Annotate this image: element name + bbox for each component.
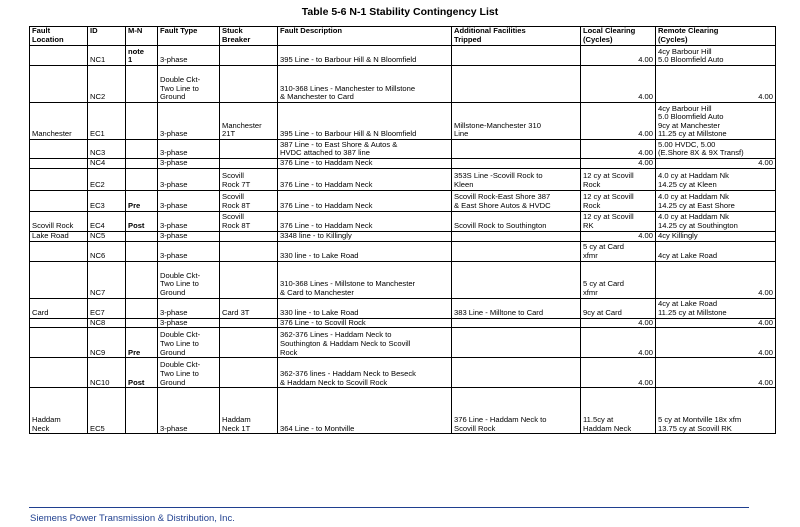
cell-additional-facilities — [452, 231, 581, 241]
header-m-n: M-N — [126, 27, 158, 46]
cell-m-n — [126, 168, 158, 190]
cell-remote-clearing: 4.00 — [656, 66, 776, 103]
cell-remote-clearing: 4.00 — [656, 358, 776, 388]
cell-additional-facilities — [452, 358, 581, 388]
cell-id: EC3 — [88, 190, 126, 211]
cell-remote-clearing: 4.00 — [656, 328, 776, 358]
cell-id: NC6 — [88, 241, 126, 261]
table-row — [30, 318, 776, 328]
cell-fault-description: 330 line - to Lake Road — [278, 298, 452, 318]
cell-fault-type: 3-phase — [158, 168, 220, 190]
cell-additional-facilities — [452, 328, 581, 358]
cell-stuck-breaker — [220, 140, 278, 159]
cell-additional-facilities — [452, 261, 581, 298]
cell-id: EC5 — [88, 388, 126, 434]
cell-fault-description: 376 Line - to Haddam Neck — [278, 168, 452, 190]
cell-fault-description: 310-368 Lines - Millstone to Manchester & Card to Manchester — [278, 261, 452, 298]
cell-local-clearing: 5 cy at Card xfmr — [581, 261, 656, 298]
cell-remote-clearing: 5.00 HVDC, 5.00 (E.Shore 8X & 9X Transf) — [656, 140, 776, 159]
cell-fault-type: Double Ckt- Two Line to Ground — [158, 358, 220, 388]
table-row — [30, 168, 776, 190]
cell-fault-type: 3-phase — [158, 241, 220, 261]
cell-id: NC4 — [88, 159, 126, 169]
cell-remote-clearing: 5 cy at Montville 18x xfm 13.75 cy at Scovill RK — [656, 388, 776, 434]
cell-remote-clearing: 4.0 cy at Haddam Nk 14.25 cy at Southington — [656, 211, 776, 231]
footer-company: Siemens Power Transmission & Distribution, Inc. — [30, 513, 235, 524]
cell-m-n — [126, 388, 158, 434]
cell-m-n: Pre — [126, 190, 158, 211]
cell-id: NC10 — [88, 358, 126, 388]
cell-additional-facilities — [452, 159, 581, 169]
cell-fault-location — [30, 159, 88, 169]
cell-additional-facilities — [452, 318, 581, 328]
contingency-table — [29, 26, 776, 434]
cell-local-clearing: 4.00 — [581, 66, 656, 103]
cell-m-n — [126, 231, 158, 241]
cell-fault-type: 3-phase — [158, 231, 220, 241]
table-row — [30, 103, 776, 140]
header-stuck-breaker: Stuck Breaker — [220, 27, 278, 46]
cell-remote-clearing: 4cy at Lake Road — [656, 241, 776, 261]
cell-stuck-breaker — [220, 358, 278, 388]
cell-fault-description: 376 Line - to Scovill Rock — [278, 318, 452, 328]
table-row — [30, 358, 776, 388]
cell-remote-clearing: 4.0 cy at Haddam Nk 14.25 cy at Kleen — [656, 168, 776, 190]
cell-fault-type: Double Ckt- Two Line to Ground — [158, 66, 220, 103]
cell-fault-type: 3-phase — [158, 190, 220, 211]
cell-stuck-breaker — [220, 66, 278, 103]
cell-fault-location — [30, 241, 88, 261]
header-row — [30, 27, 776, 46]
cell-m-n — [126, 298, 158, 318]
cell-fault-type: 3-phase — [158, 103, 220, 140]
cell-fault-type: Double Ckt- Two Line to Ground — [158, 261, 220, 298]
cell-stuck-breaker — [220, 261, 278, 298]
cell-id: NC9 — [88, 328, 126, 358]
cell-remote-clearing: 4cy Barbour Hill 5.0 Bloomfield Auto — [656, 46, 776, 66]
cell-additional-facilities: Scovill Rock to Southington — [452, 211, 581, 231]
cell-additional-facilities — [452, 66, 581, 103]
table-title: Table 5-6 N-1 Stability Contingency List — [301, 6, 499, 18]
cell-fault-type: Double Ckt- Two Line to Ground — [158, 328, 220, 358]
cell-fault-description: 364 Line - to Montville — [278, 388, 452, 434]
cell-fault-description: 395 Line - to Barbour Hill & N Bloomfield — [278, 46, 452, 66]
cell-m-n — [126, 261, 158, 298]
cell-fault-type: 3-phase — [158, 46, 220, 66]
cell-local-clearing: 4.00 — [581, 358, 656, 388]
cell-fault-type: 3-phase — [158, 318, 220, 328]
cell-local-clearing: 4.00 — [581, 318, 656, 328]
cell-remote-clearing: 4.00 — [656, 261, 776, 298]
cell-additional-facilities: Scovill Rock-East Shore 387 & East Shore Autos & HVDC — [452, 190, 581, 211]
cell-additional-facilities — [452, 140, 581, 159]
cell-id: NC1 — [88, 46, 126, 66]
header-id: ID — [88, 27, 126, 46]
cell-stuck-breaker: Scovill Rock 8T — [220, 190, 278, 211]
footer-rule — [29, 507, 749, 508]
cell-m-n — [126, 318, 158, 328]
cell-fault-description: 376 Line - to Haddam Neck — [278, 190, 452, 211]
cell-stuck-breaker: Scovill Rock 7T — [220, 168, 278, 190]
header-fault-type: Fault Type — [158, 27, 220, 46]
cell-local-clearing: 4.00 — [581, 103, 656, 140]
cell-id: NC3 — [88, 140, 126, 159]
cell-remote-clearing: 4cy at Lake Road 11.25 cy at Millstone — [656, 298, 776, 318]
cell-m-n: Post — [126, 211, 158, 231]
cell-stuck-breaker: Manchester 21T — [220, 103, 278, 140]
cell-remote-clearing: 4cy Killingly — [656, 231, 776, 241]
cell-remote-clearing: 4.00 — [656, 159, 776, 169]
cell-fault-description: 395 Line - to Barbour Hill & N Bloomfield — [278, 103, 452, 140]
cell-fault-type: 3-phase — [158, 298, 220, 318]
table-row — [30, 190, 776, 211]
cell-additional-facilities: Millstone-Manchester 310 Line — [452, 103, 581, 140]
cell-fault-location: Lake Road — [30, 231, 88, 241]
cell-remote-clearing: 4cy Barbour Hill 5.0 Bloomfield Auto 9cy at Manchester 11.25 cy at Millstone — [656, 103, 776, 140]
cell-m-n — [126, 241, 158, 261]
cell-local-clearing: 9cy at Card — [581, 298, 656, 318]
table-row — [30, 298, 776, 318]
cell-stuck-breaker — [220, 46, 278, 66]
cell-m-n: Pre — [126, 328, 158, 358]
cell-local-clearing: 11.5cy at Haddam Neck — [581, 388, 656, 434]
cell-additional-facilities: 353S Line -Scovill Rock to Kleen — [452, 168, 581, 190]
cell-stuck-breaker — [220, 159, 278, 169]
cell-local-clearing: 12 cy at Scovill Rock — [581, 190, 656, 211]
cell-additional-facilities: 376 Line - Haddam Neck to Scovill Rock — [452, 388, 581, 434]
cell-m-n: Post — [126, 358, 158, 388]
cell-local-clearing: 12 cy at Scovill RK — [581, 211, 656, 231]
header-fault-location: Fault Location — [30, 27, 88, 46]
cell-remote-clearing: 4.0 cy at Haddam Nk 14.25 cy at East Shore — [656, 190, 776, 211]
cell-id: NC7 — [88, 261, 126, 298]
table-row — [30, 388, 776, 434]
cell-stuck-breaker — [220, 241, 278, 261]
cell-id: NC2 — [88, 66, 126, 103]
cell-m-n — [126, 159, 158, 169]
cell-local-clearing: 5 cy at Card xfmr — [581, 241, 656, 261]
table-row — [30, 241, 776, 261]
cell-stuck-breaker: Scovill Rock 8T — [220, 211, 278, 231]
cell-stuck-breaker: Haddam Neck 1T — [220, 388, 278, 434]
cell-local-clearing: 4.00 — [581, 46, 656, 66]
cell-fault-location: Manchester — [30, 103, 88, 140]
cell-m-n — [126, 103, 158, 140]
cell-fault-type: 3-phase — [158, 140, 220, 159]
cell-fault-description: 376 Line - to Haddam Neck — [278, 211, 452, 231]
table-row — [30, 328, 776, 358]
cell-fault-description: 3348 line - to Killingly — [278, 231, 452, 241]
cell-fault-type: 3-phase — [158, 211, 220, 231]
header-remote-clearing: Remote Clearing (Cycles) — [656, 27, 776, 46]
cell-m-n — [126, 66, 158, 103]
cell-fault-description: 387 Line - to East Shore & Autos & HVDC attached to 387 line — [278, 140, 452, 159]
cell-fault-type: 3-phase — [158, 388, 220, 434]
table-row — [30, 211, 776, 231]
cell-additional-facilities: 383 Line - Milltone to Card — [452, 298, 581, 318]
cell-fault-type: 3-phase — [158, 159, 220, 169]
cell-fault-location: Scovill Rock — [30, 211, 88, 231]
header-additional-facilities: Additional Facilities Tripped — [452, 27, 581, 46]
cell-local-clearing: 4.00 — [581, 231, 656, 241]
cell-id: NC8 — [88, 318, 126, 328]
cell-additional-facilities — [452, 46, 581, 66]
table-row — [30, 66, 776, 103]
table-row — [30, 261, 776, 298]
cell-local-clearing: 4.00 — [581, 140, 656, 159]
cell-fault-location — [30, 190, 88, 211]
cell-local-clearing: 4.00 — [581, 328, 656, 358]
cell-fault-description: 362-376 Lines - Haddam Neck to Southington & Haddam Neck to Scovill Rock — [278, 328, 452, 358]
cell-id: EC1 — [88, 103, 126, 140]
cell-id: NC5 — [88, 231, 126, 241]
cell-fault-location — [30, 168, 88, 190]
cell-fault-location — [30, 358, 88, 388]
table-row — [30, 46, 776, 66]
table-row — [30, 140, 776, 159]
cell-local-clearing: 12 cy at Scovill Rock — [581, 168, 656, 190]
cell-additional-facilities — [452, 241, 581, 261]
cell-fault-location — [30, 66, 88, 103]
table-row — [30, 159, 776, 169]
cell-fault-location: Card — [30, 298, 88, 318]
table-row — [30, 231, 776, 241]
cell-fault-description: 330 line - to Lake Road — [278, 241, 452, 261]
cell-fault-location — [30, 318, 88, 328]
cell-stuck-breaker — [220, 318, 278, 328]
cell-m-n: note 1 — [126, 46, 158, 66]
cell-fault-description: 362-376 lines - Haddam Neck to Beseck & Haddam Neck to Scovill Rock — [278, 358, 452, 388]
cell-remote-clearing: 4.00 — [656, 318, 776, 328]
header-fault-description: Fault Description — [278, 27, 452, 46]
cell-m-n — [126, 140, 158, 159]
cell-stuck-breaker — [220, 231, 278, 241]
cell-stuck-breaker: Card 3T — [220, 298, 278, 318]
cell-fault-location — [30, 261, 88, 298]
cell-local-clearing: 4.00 — [581, 159, 656, 169]
cell-fault-location — [30, 140, 88, 159]
cell-id: EC7 — [88, 298, 126, 318]
cell-fault-location: Haddam Neck — [30, 388, 88, 434]
header-local-clearing: Local Clearing (Cycles) — [581, 27, 656, 46]
cell-id: EC4 — [88, 211, 126, 231]
cell-fault-description: 376 Line - to Haddam Neck — [278, 159, 452, 169]
cell-fault-location — [30, 46, 88, 66]
cell-stuck-breaker — [220, 328, 278, 358]
cell-fault-location — [30, 328, 88, 358]
cell-id: EC2 — [88, 168, 126, 190]
cell-fault-description: 310-368 Lines - Manchester to Millstone & Manchester to Card — [278, 66, 452, 103]
